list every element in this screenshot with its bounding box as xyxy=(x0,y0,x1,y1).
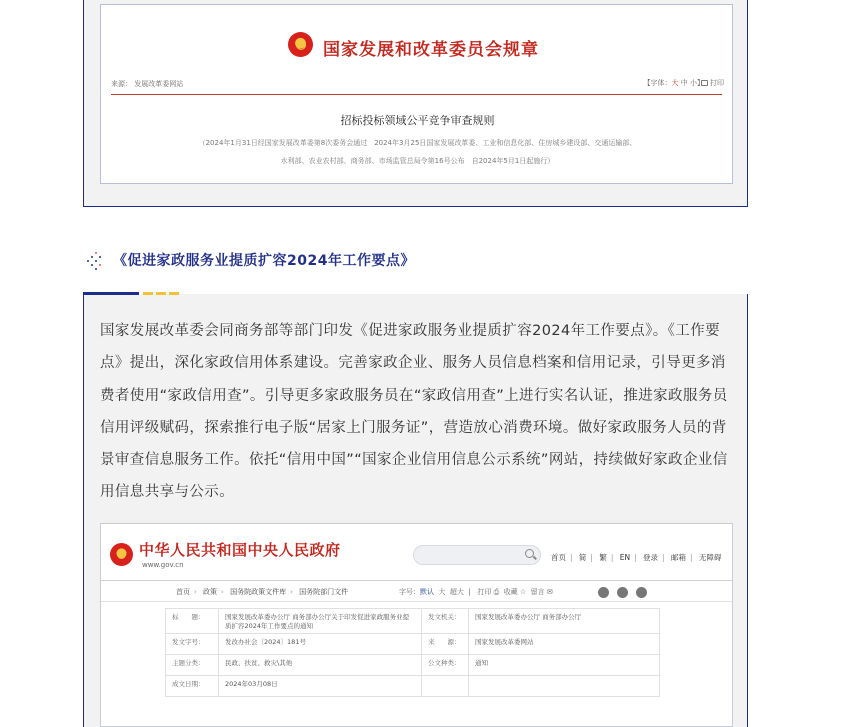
weibo-share-icon[interactable] xyxy=(598,587,609,598)
gov-screenshot xyxy=(100,523,733,727)
table-value: 通知 xyxy=(469,655,660,676)
card-accent-blue xyxy=(83,292,139,295)
font-label: 【字体： xyxy=(643,79,672,87)
regulation-divider xyxy=(111,94,722,95)
regulation-note-line-2: 水利部、农业农村部、商务部、市场监管总局令第16号公布 自2024年5月1日起施行） xyxy=(280,157,555,165)
regulation-doc-title: 招标投标领域公平竞争审查规则 xyxy=(340,114,495,127)
crumb-library[interactable]: 国务院政策文件库 xyxy=(230,588,287,596)
gov-header xyxy=(101,524,732,581)
print-link[interactable]: 打印 xyxy=(477,588,492,596)
more-share-icon[interactable] xyxy=(636,587,647,598)
table-value: 国家发展改革委办公厅 商务部办公厅关于印发促进家政服务业提质扩容2024年工作要点的通知 xyxy=(219,609,422,634)
card-accent-yellow xyxy=(143,292,181,295)
regulation-screenshot xyxy=(100,4,733,184)
crumb-home[interactable]: 首页 xyxy=(176,588,190,596)
font-small-link[interactable]: 小】 xyxy=(690,79,704,87)
print-icon: ⎙ xyxy=(493,588,500,596)
crumb-dept-docs[interactable]: 国务院部门文件 xyxy=(299,588,349,596)
nav-english[interactable]: EN xyxy=(619,553,631,562)
table-value: 发改办社会〔2024〕181号 xyxy=(219,634,422,655)
font-big-link[interactable]: 大 xyxy=(438,588,446,596)
doc-info-table xyxy=(165,608,660,697)
favorite-link[interactable]: 收藏 xyxy=(503,588,518,596)
table-value: 国家发展改革委办公厅 商务部办公厅 xyxy=(469,609,660,634)
table-key: 主题分类： xyxy=(166,655,219,676)
nav-login[interactable]: 登录 xyxy=(643,553,659,562)
gov-tools: 字号：默认 大 超大 | 打印 ⎙ 收藏 ☆ 留言 ✉ xyxy=(399,588,553,596)
gov-site-url: www.gov.cn xyxy=(142,561,184,569)
nav-home[interactable]: 首页 xyxy=(551,553,566,562)
wechat-share-icon[interactable] xyxy=(617,587,628,598)
table-key xyxy=(422,676,469,697)
table-key: 标 题： xyxy=(166,609,219,634)
star-icon: ☆ xyxy=(519,588,527,596)
regulation-source: 来源： 发展改革委网站 xyxy=(111,80,184,88)
table-value: 民政、扶贫、救灾\其他 xyxy=(219,655,422,676)
table-value xyxy=(469,676,660,697)
font-mid-link[interactable]: 中 xyxy=(680,79,688,87)
table-key: 成文日期： xyxy=(166,676,219,697)
nav-simplified[interactable]: 简 xyxy=(578,553,587,562)
gov-site-title[interactable]: 中华人民共和国中央人民政府 xyxy=(139,541,341,559)
font-size-selector xyxy=(644,78,704,88)
table-row xyxy=(166,634,660,655)
font-default-link[interactable]: 默认 xyxy=(420,588,434,596)
print-label: 打印 xyxy=(710,79,724,87)
dots-decoration-icon xyxy=(87,252,103,270)
font-bigger-link[interactable]: 超大 xyxy=(449,588,464,596)
table-row xyxy=(166,655,660,676)
regulation-header-title: 国家发展和改革委员会规章 xyxy=(323,40,539,60)
font-size-label: 字号： xyxy=(399,588,420,596)
printer-icon xyxy=(701,80,708,86)
gov-breadcrumb-bar xyxy=(101,581,732,602)
message-icon: ✉ xyxy=(546,588,553,596)
gov-search-input[interactable] xyxy=(413,545,541,565)
section-title: 《促进家政服务业提质扩容2024年工作要点》 xyxy=(113,253,415,269)
print-link[interactable] xyxy=(701,78,724,88)
table-row xyxy=(166,676,660,697)
body-paragraph: 国家发展改革委会同商务部等部门印发《促进家政服务业提质扩容2024年工作要点》。《工作要点》提出，深化家政信用体系建设。完善家政企业、服务人员信息档案和信用记录，引导更多消费者使用“家政信用查”。引导更多家政服务员在“家政信用查”上进行实名认证，推进家政服务员信用评级赋码，探索推行电子版“居家上门服务证”，营造放心消费环境。做好家政服务人员的背景审查信息服务工作。依托“信用中国”“国家企业信用信息公示系统”网站，持续做好家政企业信用信息共享与公示。 xyxy=(100,323,728,501)
table-value: 2024年03月08日 xyxy=(219,676,422,697)
regulation-note-line-1: （2024年1月31日经国家发展改革委第8次委务会通过 2024年3月25日国家发展改革委、工业和信息化部、住房城乡建设部、交通运输部、 xyxy=(198,139,637,147)
table-value: 国家发展改革委网站 xyxy=(469,634,660,655)
leave-message-link[interactable]: 留言 xyxy=(530,588,545,596)
nav-accessibility[interactable]: 无障碍 xyxy=(698,553,722,562)
breadcrumb: 首页 › 政策 › 国务院政策文件库 › 国务院部门文件 xyxy=(176,588,349,596)
national-emblem-icon xyxy=(288,32,313,57)
nav-traditional[interactable]: 繁 xyxy=(599,553,607,562)
national-emblem-icon xyxy=(110,543,133,566)
gov-top-nav: 首页 | 简 | 繁 | EN | 登录 | 邮箱 | 无障碍 xyxy=(551,553,722,562)
table-row xyxy=(166,609,660,634)
font-big-link[interactable]: 大 xyxy=(671,79,679,87)
table-key: 发文字号： xyxy=(166,634,219,655)
table-key: 发文机关： xyxy=(422,609,469,634)
crumb-policy[interactable]: 政策 xyxy=(203,588,218,596)
nav-mail[interactable]: 邮箱 xyxy=(670,553,686,562)
table-key: 公文种类： xyxy=(422,655,469,676)
table-key: 来 源： xyxy=(422,634,469,655)
search-icon[interactable] xyxy=(525,549,534,558)
